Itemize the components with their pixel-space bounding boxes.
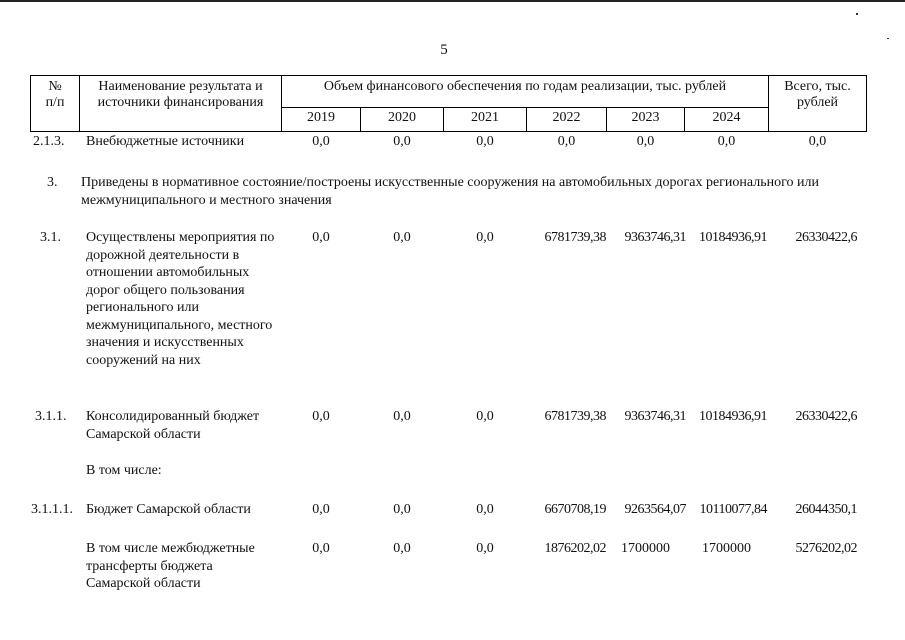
row-value: 0,0 <box>393 541 411 556</box>
row-value: 6670708,19 <box>544 502 606 517</box>
row-value: 0,0 <box>393 230 411 245</box>
row-total: 5276202,02 <box>795 541 857 556</box>
scan-speck <box>887 38 889 39</box>
row-number: 3.1.1.1. <box>31 502 73 517</box>
row-value: 9263564,07 <box>624 502 686 517</box>
row-name: Осуществлены мероприятия по дорожной деятельности в отношении автомобильных дорог общего пользования регионального или межмуниципального, местного значения и искусственных сооружений на них <box>86 230 275 368</box>
header-no-label: № п/п <box>45 79 65 110</box>
row-value: 0,0 <box>557 134 576 149</box>
row-name: Бюджет Самарской области <box>86 502 251 517</box>
header-name-label: Наименование результата и источники финансирования <box>97 79 264 110</box>
row-value: 10110077,84 <box>699 502 767 517</box>
row-total: 26330422,6 <box>795 230 857 245</box>
row-value: 9363746,31 <box>624 230 686 245</box>
row-total: 26044350,1 <box>795 502 857 517</box>
year-label: 2019 <box>307 110 335 125</box>
row-value: 0,0 <box>312 541 330 556</box>
row-value: 6781739,38 <box>544 230 606 245</box>
row-number: 2.1.3. <box>33 134 65 149</box>
year-label: 2024 <box>712 110 741 125</box>
row-total: 26330422,6 <box>795 409 857 424</box>
row-value: 0,0 <box>312 230 330 245</box>
row-name: В том числе: <box>86 463 162 478</box>
row-value: 0,0 <box>312 502 330 517</box>
header-volume-label: Объем финансового обеспечения по годам реализации, тыс. рублей <box>323 79 727 94</box>
row-value: 0,0 <box>393 502 411 517</box>
top-border-line <box>0 0 905 2</box>
row-value: 10184936,91 <box>699 230 767 245</box>
row-number: 3. <box>47 175 58 190</box>
row-value: 9363746,31 <box>624 409 686 424</box>
section-title: Приведены в нормативное состояние/построены искусственные сооружения на автомобильных дорогах регионального или межмуниципального и местного значения <box>81 175 819 208</box>
row-name: В том числе межбюджетные трансферты бюджета Самарской области <box>86 541 255 591</box>
row-name: Консолидированный бюджет Самарской области <box>86 409 260 442</box>
row-value: 0,0 <box>312 409 330 424</box>
row-value: 0,0 <box>476 541 494 556</box>
row-value: 0,0 <box>393 409 411 424</box>
row-value: 0,0 <box>476 502 494 517</box>
row-name: Внебюджетные источники <box>86 134 245 149</box>
row-value: 0,0 <box>476 409 494 424</box>
row-value: 0,0 <box>476 134 494 149</box>
scan-speck <box>856 13 858 15</box>
year-label: 2023 <box>631 110 660 125</box>
row-number: 3.1. <box>40 230 61 245</box>
year-label: 2021 <box>471 110 499 125</box>
row-value: 0,0 <box>636 134 655 149</box>
row-total: 0,0 <box>808 134 827 149</box>
row-value: 0,0 <box>312 134 330 149</box>
row-value: 1700000 <box>621 541 670 556</box>
row-value: 0,0 <box>717 134 736 149</box>
header-total-label: Всего, тыс. рублей <box>784 79 851 110</box>
row-value: 10184936,91 <box>699 409 767 424</box>
row-number: 3.1.1. <box>35 409 67 424</box>
year-label: 2022 <box>552 110 581 125</box>
page-number: 5 <box>440 42 448 58</box>
row-value: 0,0 <box>393 134 411 149</box>
row-value: 0,0 <box>476 230 494 245</box>
row-value: 6781739,38 <box>544 409 606 424</box>
row-value: 1700000 <box>702 541 751 556</box>
year-label: 2020 <box>388 110 416 125</box>
row-value: 1876202,02 <box>544 541 606 556</box>
